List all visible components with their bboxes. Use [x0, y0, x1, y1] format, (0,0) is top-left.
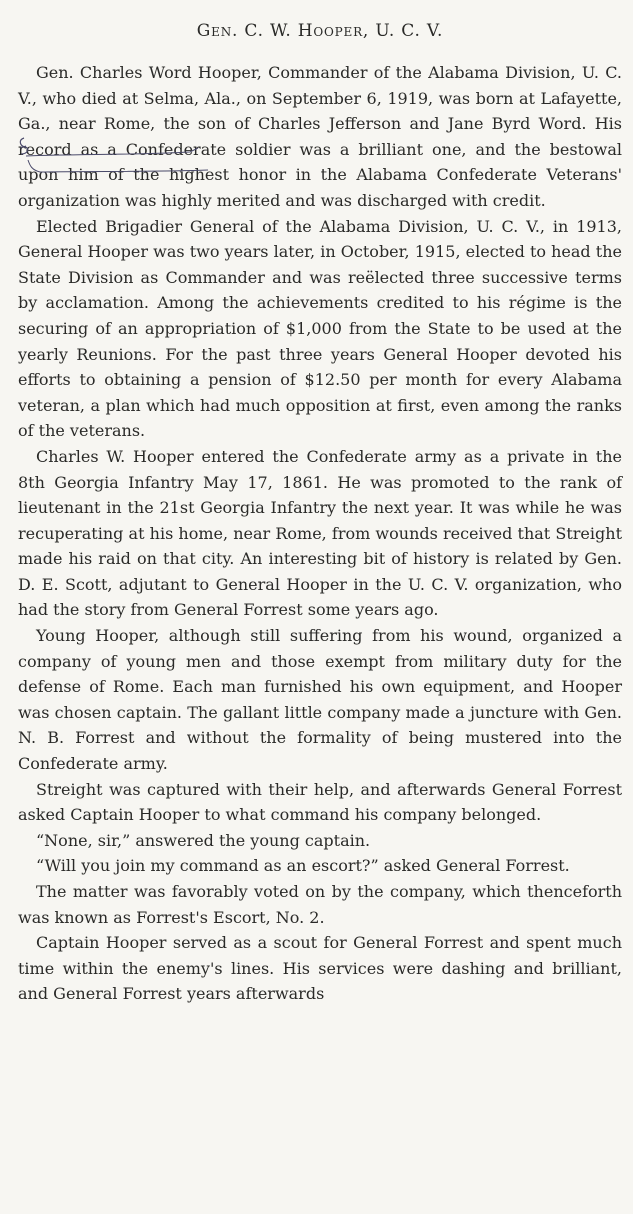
paragraph-2: Elected Brigadier General of the Alabama Division, U. C. V., in 1913, General Hooper was two years later, in October, 1915, elected to head the State Division as Commander and was reëlected three successive terms by acclamation. Among the achievements credited to his régime is the securing of an appropriation of $1,000 from the State to be used at the yearly Reunions. For the past three years General Hooper devoted his efforts to obtaining a pension of $12.50 per month for every Alabama veteran, a plan which had much opposition at first, even among the ranks of the veterans. — [18, 216, 622, 441]
paragraph-6: “None, sir,” answered the young captain. — [36, 830, 371, 850]
paragraph-5: Streight was captured with their help, and afterwards General Forrest asked Captain Hooper to what command his company belonged. — [18, 779, 622, 825]
document-page — [18, 0, 622, 1214]
paragraph-3: Charles W. Hooper entered the Confederate army as a private in the 8th Georgia Infantry May 17, 1861. He was promoted to the rank of lieutenant in the 21st Georgia Infantry the next year. It was while he was recuperating at his home, near Rome, from wounds received that Streight made his raid on that city. An interesting bit of history is related by Gen. D. E. Scott, adjutant to General Hooper in the U. C. V. organization, who had the story from General Forrest some years ago. — [18, 446, 622, 620]
paragraph-9: Captain Hooper served as a scout for General Forrest and spent much time within the enemy's lines. His services were dashing and brilliant, and General Forrest years afterwards — [18, 933, 622, 1004]
paragraph-1: Gen. Charles Word Hooper, Commander of the Alabama Division, U. C. V., who died at Selma, Ala., on September 6, 1919, was born at Lafayette, Ga., near Rome, the son of Charles Jefferson and Jane Byrd Word. His record as a Confederate soldier was a brilliant one, and the bestowal upon him of the highest honor in the Alabama Confederate Veterans' organization was highly merited and was discharged with credit. — [18, 63, 622, 210]
paragraph-7: “Will you join my command as an escort?” asked General Forrest. — [36, 856, 570, 876]
paragraph-8: The matter was favorably voted on by the company, which thenceforth was known as Forrest's Escort, No. 2. — [18, 882, 622, 927]
paragraph-4: Young Hooper, although still suffering from his wound, organized a company of young men and those exempt from military duty for the defense of Rome. Each man furnished his own equipment, and Hooper was chosen captain. The gallant little company made a juncture with Gen. N. B. Forrest and without the formality of being mustered into the Confederate army. — [18, 626, 622, 774]
page-title: Gen. C. W. Hooper, U. C. V. — [196, 21, 444, 41]
